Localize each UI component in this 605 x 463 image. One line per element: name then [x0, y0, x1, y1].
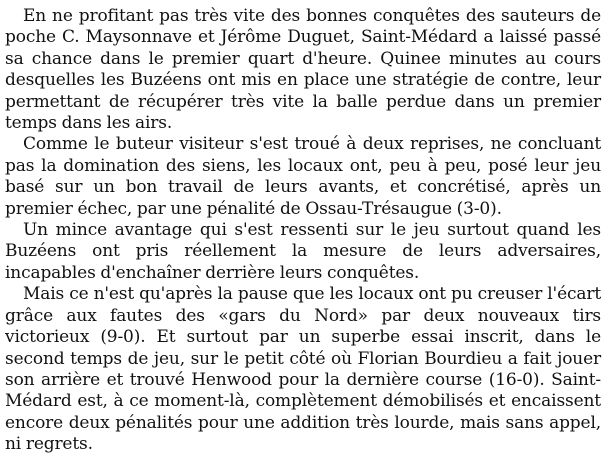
article-paragraph: Mais ce n'est qu'après la pause que les locaux ont pu creuser l'écart grâce aux fautes des «gars du Nord» par deux nouveaux tirs victorieux (9-0). Et surtout par un superbe essai inscrit, dans le second temps de jeu, sur le petit côté où Florian Bourdieu a fait jouer son arrière et trouvé Henwood pour la dernière course (16-0). Saint-Médard est, à ce moment-là, complètement démobilisés et encaissent encore deux pénalités pour une addition très lourde, mais sans appel, ni regrets.	[5, 284, 601, 455]
article-paragraph: Comme le buteur visiteur s'est troué à deux reprises, ne concluant pas la domination des siens, les locaux ont, peu à peu, posé leur jeu basé sur un bon travail de leurs avants, et concrétisé, après un premier échec, par une pénalité de Ossau-Trésaugue (3-0).	[5, 134, 601, 219]
article-paragraph: En ne profitant pas très vite des bonnes conquêtes des sauteurs de poche C. Maysonnave et Jérôme Duguet, Saint-Médard a laissé passé sa chance dans le premier quart d'heure. Quinee minutes au cours desquelles les Buzéens ont mis en place une stratégie de contre, leur permettant de récupérer très vite la balle perdue dans un premier temps dans les airs.	[5, 6, 601, 134]
article-paragraph: Un mince avantage qui s'est ressenti sur le jeu surtout quand les Buzéens ont pris réellement la mesure de leurs adversaires, incapables d'enchaîner derrière leurs conquêtes.	[5, 220, 601, 283]
